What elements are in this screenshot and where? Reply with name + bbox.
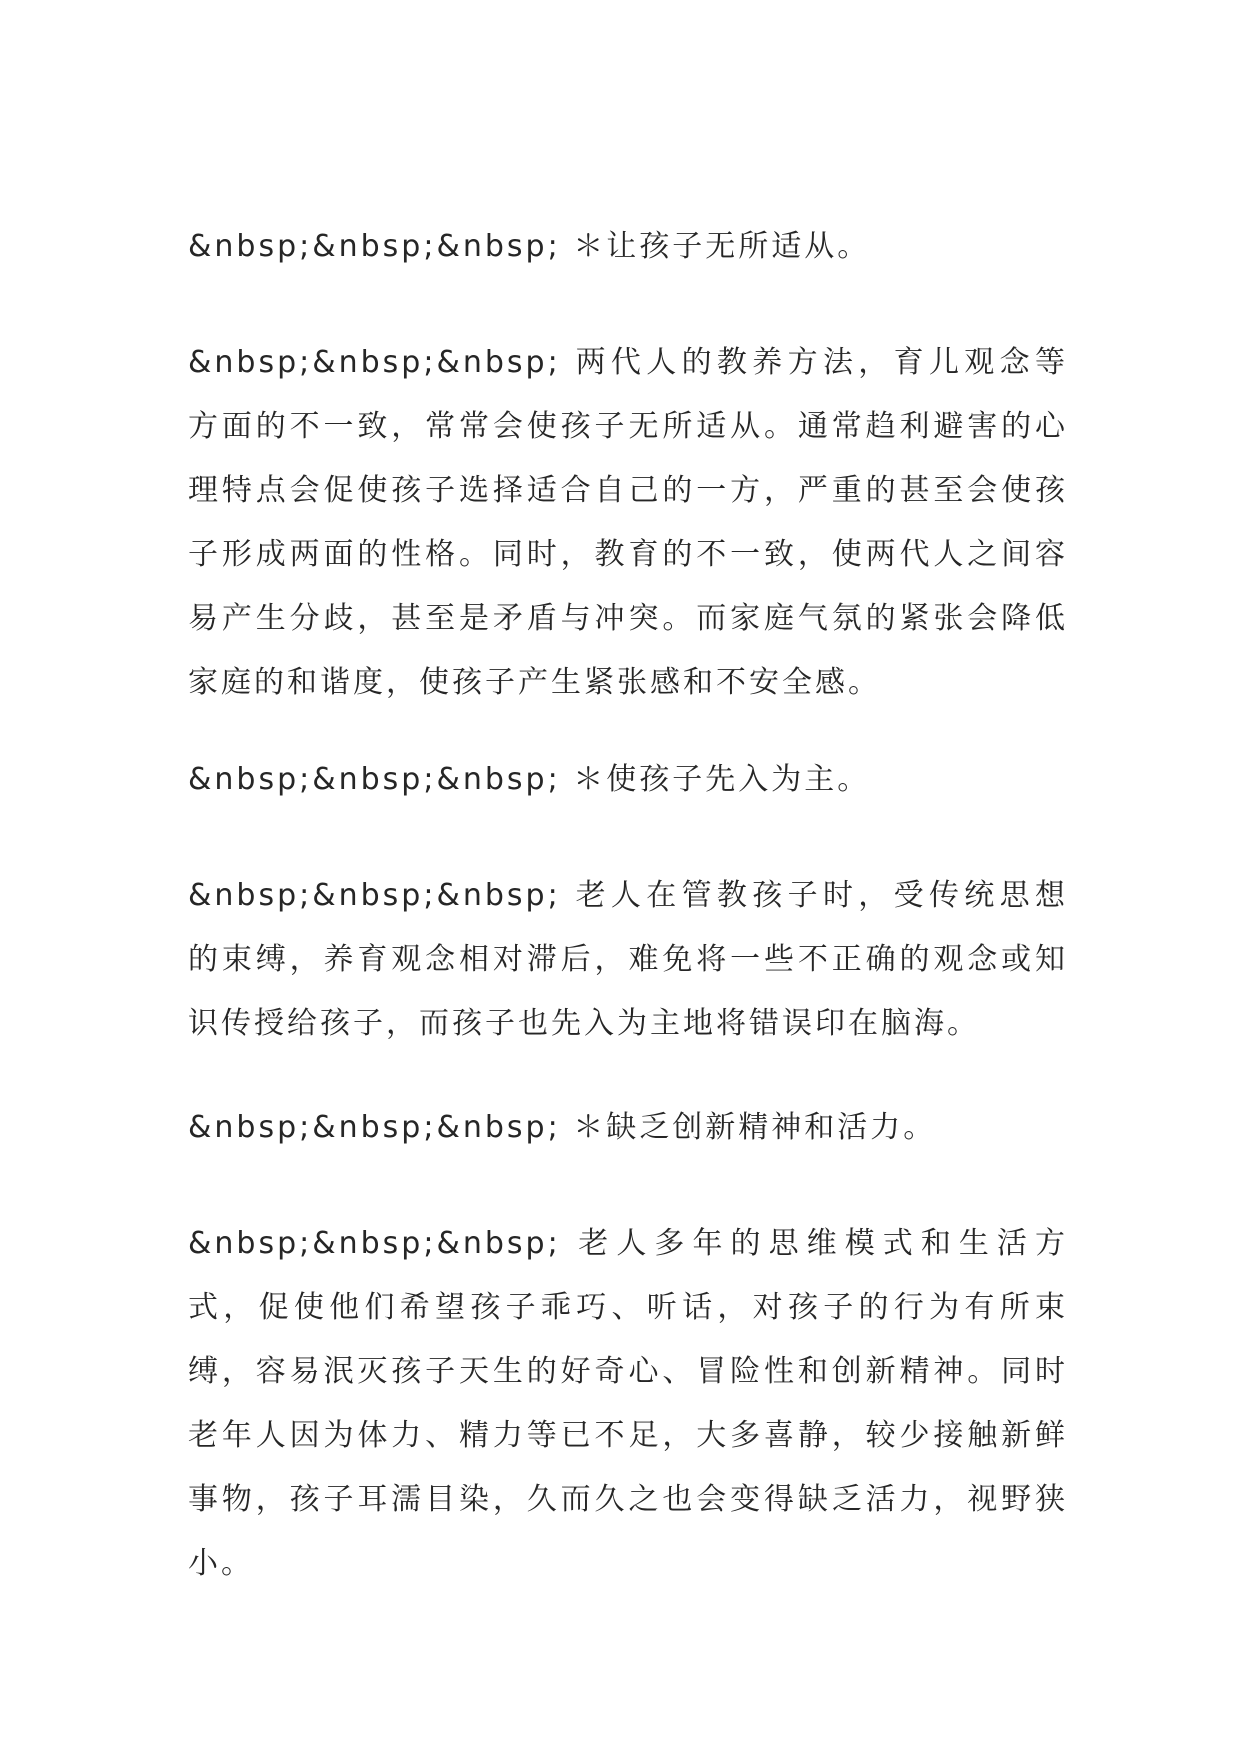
body-paragraph-inconsistent-methods: &nbsp;&nbsp;&nbsp; 两代人的教养方法，育儿观念等方面的不一致，常常会使孩子无所适从。通常趋利避害的心理特点会促使孩子选择适合自己的一方，严重的甚至会使孩子形成两面的性格。同时，教育的不一致，使两代人之间容易产生分歧，甚至是矛盾与冲突。而家庭气氛的紧张会降低家庭的和谐度，使孩子产生紧张感和不安全感。 (188, 345, 1068, 700)
bullet-heading-lack-of-innovation: &nbsp;&nbsp;&nbsp; ＊缺乏创新精神和活力。 (188, 1110, 937, 1145)
bullet-heading-no-clear-direction: &nbsp;&nbsp;&nbsp; ＊让孩子无所适从。 (188, 229, 871, 264)
body-paragraph-lack-of-vitality: &nbsp;&nbsp;&nbsp; 老人多年的思维模式和生活方式，促使他们希望孩子乖巧、听话，对孩子的行为有所束缚，容易泯灭孩子天生的好奇心、冒险性和创新精神。同时老年人因为体力、精力等已不足，大多喜静，较少接触新鲜事物，孩子耳濡目染，久而久之也会变得缺乏活力，视野狭小。 (188, 1226, 1068, 1581)
bullet-heading-preconceptions: &nbsp;&nbsp;&nbsp; ＊使孩子先入为主。 (188, 762, 871, 797)
body-paragraph-outdated-ideas: &nbsp;&nbsp;&nbsp; 老人在管教孩子时，受传统思想的束缚，养育观念相对滞后，难免将一些不正确的观念或知识传授给孩子，而孩子也先入为主地将错误印在脑海。 (188, 878, 1068, 1041)
